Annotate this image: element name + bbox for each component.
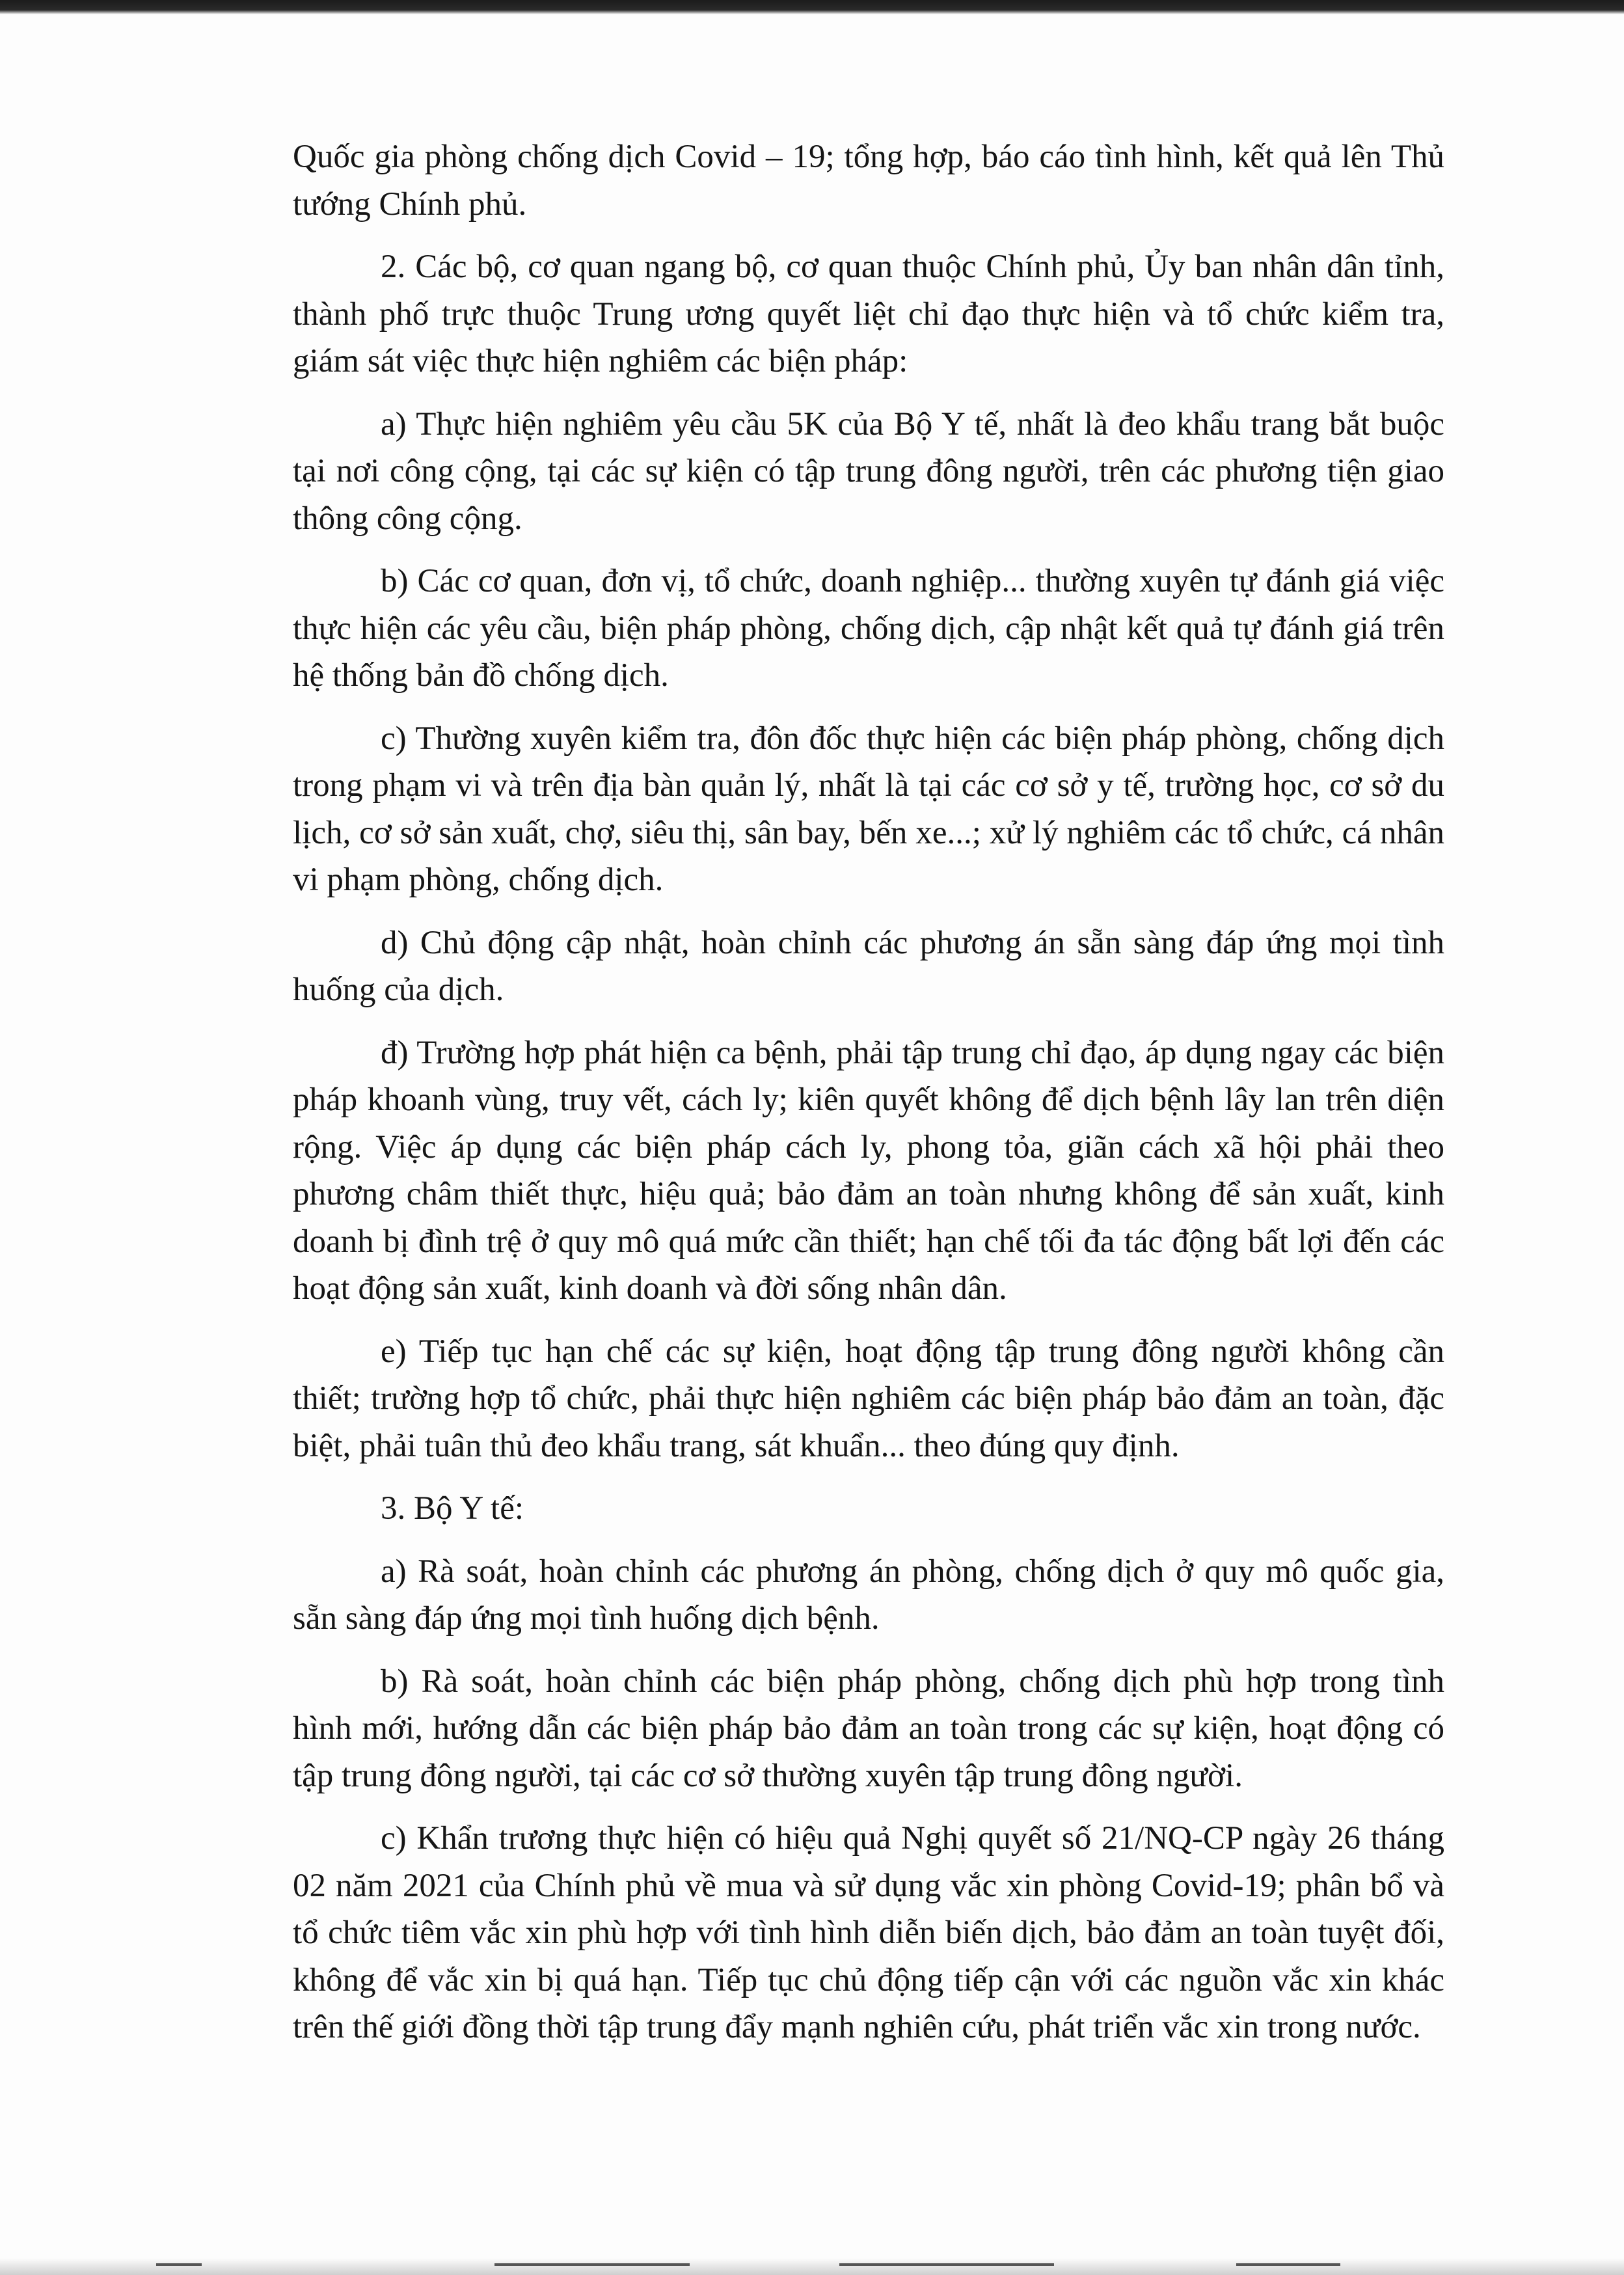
paragraph-item-3b: b) Rà soát, hoàn chỉnh các biện pháp phòng, chống dịch phù hợp trong tình hình mới, hướng dẫn các biện pháp bảo đảm an toàn trong các sự kiện, hoạt động có tập trung đông người, tại các cơ sở thường xuyên tập trung đông người. [293, 1663, 1444, 1794]
paragraph-continuation: Quốc gia phòng chống dịch Covid – 19; tổng hợp, báo cáo tình hình, kết quả lên Thủ tướng Chính phủ. [293, 139, 1444, 223]
scan-top-border [0, 0, 1624, 14]
scan-artifact [494, 2263, 690, 2266]
paragraph-item-2dd: đ) Trường hợp phát hiện ca bệnh, phải tập trung chỉ đạo, áp dụng ngay các biện pháp khoanh vùng, truy vết, cách ly; kiên quyết không để dịch bệnh lây lan trên diện rộng. Việc áp dụng các biện pháp cách ly, phong tỏa, giãn cách xã hội phải theo phương châm thiết thực, hiệu quả; bảo đảm an toàn nhưng không để sản xuất, kinh doanh bị đình trệ ở quy mô quá mức cần thiết; hạn chế tối đa tác động bất lợi đến các hoạt động sản xuất, kinh doanh và đời sống nhân dân. [293, 1034, 1444, 1307]
scan-artifact [1236, 2263, 1340, 2266]
paragraph-item-2e: e) Tiếp tục hạn chế các sự kiện, hoạt động tập trung đông người không cần thiết; trường hợp tổ chức, phải thực hiện nghiêm các biện pháp bảo đảm an toàn, đặc biệt, phải tuân thủ đeo khẩu trang, sát khuẩn... theo đúng quy định. [293, 1333, 1444, 1464]
document-body [293, 133, 1444, 2051]
paragraph-item-3-heading: 3. Bộ Y tế: [381, 1490, 524, 1527]
paragraph-item-2c: c) Thường xuyên kiểm tra, đôn đốc thực hiện các biện pháp phòng, chống dịch trong phạm vi và trên địa bàn quản lý, nhất là tại các cơ sở y tế, trường học, cơ sở du lịch, cơ sở sản xuất, chợ, siêu thị, sân bay, bến xe...; xử lý nghiêm các tổ chức, cá nhân vi phạm phòng, chống dịch. [293, 720, 1444, 898]
scan-artifact [156, 2263, 202, 2266]
paragraph-item-3a: a) Rà soát, hoàn chỉnh các phương án phòng, chống dịch ở quy mô quốc gia, sẵn sàng đáp ứng mọi tình huống dịch bệnh. [293, 1553, 1444, 1637]
paragraph-item-2b: b) Các cơ quan, đơn vị, tổ chức, doanh nghiệp... thường xuyên tự đánh giá việc thực hiện các yêu cầu, biện pháp phòng, chống dịch, cập nhật kết quả tự đánh giá trên hệ thống bản đồ chống dịch. [293, 563, 1444, 694]
scan-bottom-border [0, 2258, 1624, 2275]
paragraph-item-2d: d) Chủ động cập nhật, hoàn chỉnh các phương án sẵn sàng đáp ứng mọi tình huống của dịch. [293, 924, 1444, 1008]
paragraph-item-3c: c) Khẩn trương thực hiện có hiệu quả Nghị quyết số 21/NQ-CP ngày 26 tháng 02 năm 2021 của Chính phủ về mua và sử dụng vắc xin phòng Covid-19; phân bổ và tổ chức tiêm vắc xin phù hợp với tình hình diễn biến dịch, bảo đảm an toàn tuyệt đối, không để vắc xin bị quá hạn. Tiếp tục chủ động tiếp cận với các nguồn vắc xin khác trên thế giới đồng thời tập trung đẩy mạnh nghiên cứu, phát triển vắc xin trong nước. [293, 1820, 1444, 2045]
paragraph-item-2a: a) Thực hiện nghiêm yêu cầu 5K của Bộ Y tế, nhất là đeo khẩu trang bắt buộc tại nơi công cộng, tại các sự kiện có tập trung đông người, trên các phương tiện giao thông công cộng. [293, 405, 1444, 537]
scan-artifact [839, 2263, 1054, 2266]
paragraph-item-2: 2. Các bộ, cơ quan ngang bộ, cơ quan thuộc Chính phủ, Ủy ban nhân dân tỉnh, thành phố trực thuộc Trung ương quyết liệt chỉ đạo thực hiện và tổ chức kiểm tra, giám sát việc thực hiện nghiêm các biện pháp: [293, 249, 1444, 379]
